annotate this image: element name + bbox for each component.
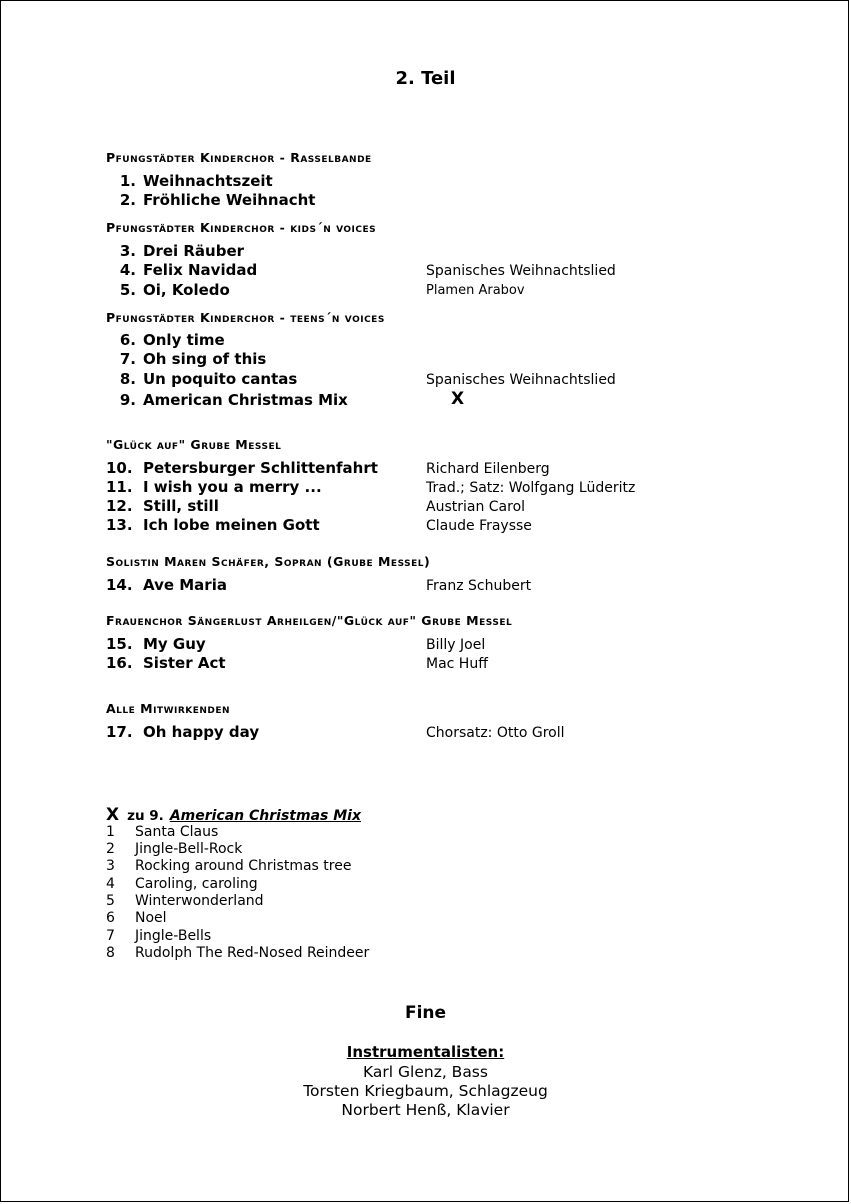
list-number: 3 [106, 858, 115, 874]
song-number: 4. [119, 261, 136, 279]
song-row [106, 654, 226, 674]
song-number: 8. [119, 370, 136, 388]
song-number: 13. [106, 516, 133, 534]
song-row [106, 172, 273, 192]
song-title: Ave Maria [143, 576, 227, 594]
song-number: 1. [119, 172, 136, 190]
song-row [106, 497, 219, 517]
song-title: Sister Act [143, 654, 226, 672]
list-item [106, 824, 218, 840]
footnote-x-marker: X [106, 805, 120, 825]
song-title: Oi, Koledo [143, 281, 230, 299]
song-number: 11. [106, 478, 133, 496]
song-title: Weihnachtszeit [143, 172, 273, 190]
song-title: I wish you a merry ... [143, 478, 322, 496]
list-item [106, 876, 258, 892]
song-row [106, 478, 322, 498]
footnote-x-marker: X [451, 389, 465, 409]
mix-heading [106, 805, 361, 825]
list-item [106, 928, 211, 944]
section-heading: Pfungstädter Kinderchor - teens´n voices [106, 310, 385, 325]
song-title: Oh happy day [143, 723, 260, 741]
list-number: 7 [106, 928, 115, 944]
list-number: 2 [106, 841, 115, 857]
song-title: Fröhliche Weihnacht [143, 191, 316, 209]
song-row [106, 723, 259, 743]
song-note: Mac Huff [426, 656, 488, 672]
section-heading: Pfungstädter Kinderchor - Rasselbande [106, 150, 372, 165]
song-number: 12. [106, 497, 133, 515]
song-row [106, 191, 315, 211]
song-title: Petersburger Schlittenfahrt [143, 459, 378, 477]
list-text: Caroling, caroling [135, 876, 258, 892]
list-number: 6 [106, 910, 115, 926]
song-title: My Guy [143, 635, 206, 653]
song-row [106, 242, 244, 262]
list-item [106, 945, 369, 961]
list-text: Santa Claus [135, 824, 219, 840]
list-number: 1 [106, 824, 115, 840]
section-heading: Pfungstädter Kinderchor - kids´n voices [106, 220, 377, 235]
song-number: 15. [106, 635, 133, 653]
song-number: 16. [106, 654, 133, 672]
song-number: 17. [106, 723, 133, 741]
page-title: 2. Teil [395, 68, 456, 89]
list-text: Jingle-Bells [135, 928, 212, 944]
song-number: 9. [119, 391, 136, 409]
section-heading: "Glück auf" Grube Messel [106, 437, 282, 452]
song-note: Richard Eilenberg [426, 461, 550, 477]
song-number: 14. [106, 576, 133, 594]
section-heading: Alle Mitwirkenden [106, 701, 231, 716]
song-row [106, 331, 225, 351]
song-row [106, 635, 206, 655]
song-note: Spanisches Weihnachtslied [426, 263, 616, 279]
song-row [106, 370, 297, 390]
list-item [106, 858, 351, 874]
song-number: 10. [106, 459, 133, 477]
instrumentalists-heading: Instrumentalisten: [346, 1043, 505, 1061]
song-title: Felix Navidad [143, 261, 258, 279]
song-title: Ich lobe meinen Gott [143, 516, 320, 534]
song-title: Still, still [143, 497, 219, 515]
song-title: American Christmas Mix [143, 391, 348, 409]
fine-heading: Fine [404, 1003, 447, 1023]
list-text: Winterwonderland [135, 893, 264, 909]
list-text: Rocking around Christmas tree [135, 858, 352, 874]
list-number: 5 [106, 893, 115, 909]
song-note: Spanisches Weihnachtslied [426, 372, 616, 388]
song-row [106, 391, 348, 411]
song-title: Un poquito cantas [143, 370, 298, 388]
song-note: Trad.; Satz: Wolfgang Lüderitz [426, 480, 636, 496]
song-row [106, 459, 378, 479]
song-note: Chorsatz: Otto Groll [426, 725, 565, 741]
section-heading: Frauenchor Sängerlust Arheilgen/"Glück auf" Grube Messel [106, 613, 513, 628]
song-title: Only time [143, 331, 225, 349]
list-item [106, 910, 167, 926]
instrumentalist-line: Karl Glenz, Bass [363, 1063, 488, 1081]
song-number: 5. [119, 281, 136, 299]
list-text: Rudolph The Red-Nosed Reindeer [135, 945, 370, 961]
mix-title: American Christmas Mix [169, 808, 361, 824]
list-item [106, 841, 242, 857]
instrumentalist-line: Norbert Henß, Klavier [341, 1101, 510, 1119]
song-number: 3. [119, 242, 136, 260]
song-note: Plamen Arabov [426, 283, 525, 298]
list-text: Jingle-Bell-Rock [135, 841, 243, 857]
song-row [106, 261, 257, 281]
list-number: 4 [106, 876, 115, 892]
song-title: Oh sing of this [143, 350, 267, 368]
section-heading: Solistin Maren Schäfer, Sopran (Grube Messel) [106, 554, 431, 569]
list-item [106, 893, 264, 909]
song-note: Franz Schubert [426, 578, 532, 594]
song-number: 2. [119, 191, 136, 209]
mix-reference: zu 9. [127, 808, 164, 824]
list-text: Noel [135, 910, 167, 926]
song-row [106, 281, 230, 301]
list-number: 8 [106, 945, 115, 961]
song-row [106, 576, 227, 596]
song-row [106, 350, 266, 370]
instrumentalist-line: Torsten Kriegbaum, Schlagzeug [303, 1082, 548, 1100]
song-note: Billy Joel [426, 637, 486, 653]
song-row [106, 516, 320, 536]
song-note: Austrian Carol [426, 499, 526, 515]
song-number: 7. [119, 350, 136, 368]
song-note: Claude Fraysse [426, 518, 532, 534]
song-title: Drei Räuber [143, 242, 245, 260]
song-number: 6. [119, 331, 136, 349]
